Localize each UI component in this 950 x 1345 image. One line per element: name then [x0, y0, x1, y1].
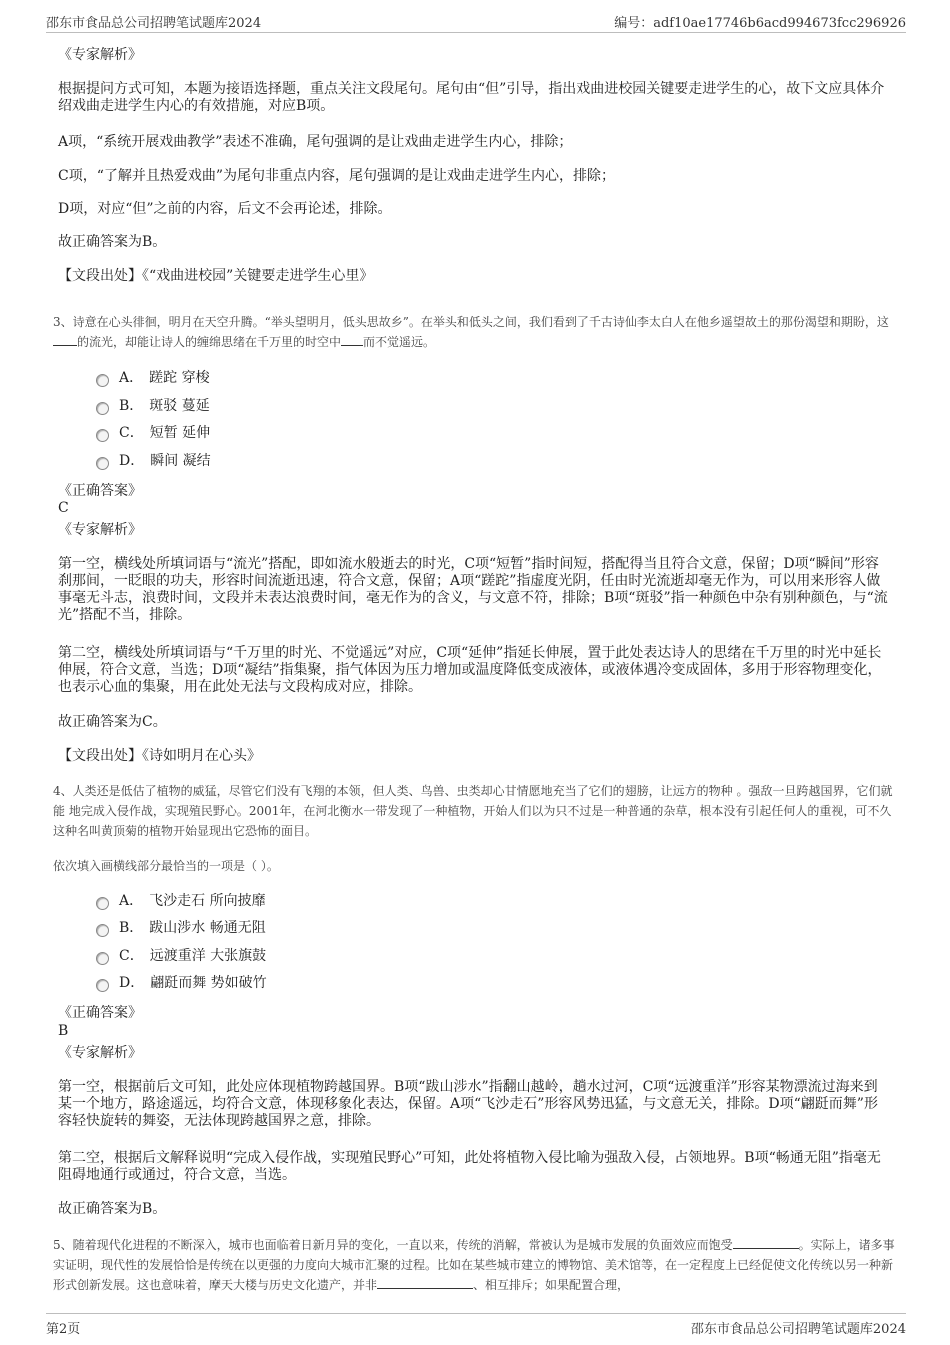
blank	[53, 333, 77, 346]
q2-source: 【文段出处】《“戏曲进校园”关键要走进学生心里》	[58, 268, 374, 284]
q4-expert-label: 《专家解析》	[58, 1045, 142, 1061]
q4-option-a[interactable]: A． 飞沙走石 所向披靡	[96, 893, 266, 910]
radio-button[interactable]	[96, 429, 109, 442]
radio-button[interactable]	[96, 457, 109, 470]
q4-answer-label: 《正确答案》	[58, 1005, 142, 1021]
radio-button[interactable]	[96, 897, 109, 910]
q3-conclusion: 故正确答案为C。	[58, 714, 167, 730]
q3-stem: 3、诗意在心头徘徊，明月在天空升腾。“举头望明月，低头思故乡”。在举头和低头之间，我们看到了千古诗仙李太白人在他乡遥望故土的那份渴望和期盼，这的流光，却能让诗人的缠绵思绪在千万里的时空中 而不觉遥远。	[53, 315, 889, 349]
q3-expert-label: 《专家解析》	[58, 522, 142, 538]
q2-option-d-note: D项，对应“但”之前的内容，后文不会再论述，排除。	[58, 201, 392, 217]
document-id: 编号：adf10ae17746b6acd994673fcc296926	[614, 16, 906, 31]
q4-analysis-2: 第二空，根据后文解释说明“完成入侵作战，实现殖民野心”可知，此处将植物入侵比喻为强敌入侵，占领地界。B项“畅通无阻”指毫无阻碍地通行或通过，符合文意，当选。	[58, 1150, 881, 1183]
q5-stem: 5、随着现代化进程的不断深入，城市也面临着日新月异的变化，一直以来，传统的消解，常被认为是城市发展的负面效应而饱受 。实际上，诸多事实证明，现代性的发展恰恰是传统在以更强的力度向大城市汇聚的过程。比如在某些城市建立的博物馆、美术馆等，在一定程度上已经促使文化传统以另一种新形式创新发展。这也意味着，摩天大楼与历史文化遗产，并非 、相互排斥；如果配置合理，	[53, 1238, 895, 1292]
footer-title: 邵东市食品总公司招聘笔试题库2024	[690, 1322, 906, 1337]
page-footer	[46, 1313, 906, 1337]
q4-option-d[interactable]: D． 翩跹而舞 势如破竹	[96, 975, 267, 992]
q4-prompt: 依次填入画横线部分最恰当的一项是（ ）。	[53, 859, 279, 873]
q2-option-a-note: A项，“系统开展戏曲教学”表述不准确，尾句强调的是让戏曲走进学生内心，排除；	[58, 134, 573, 150]
q2-expert-label: 《专家解析》	[58, 47, 142, 63]
q4-stem: 4、人类还是低估了植物的威猛，尽管它们没有飞翔的本领，但人类、鸟兽、虫类却心甘情愿地充当了它们的翅膀，让远方的物种 。强敌一旦跨越国界，它们就能 地完成入侵作战，实现殖民野心。2001年，在河北衡水一带发现了一种植物，开始人们以为只不过是一种普通的杂草，根本没有引起任何人的重视，可不久这种名叫黄顶菊的植物开始显现出它恐怖的面目。	[53, 784, 893, 838]
radio-button[interactable]	[96, 374, 109, 387]
radio-button[interactable]	[96, 979, 109, 992]
header-title: 邵东市食品总公司招聘笔试题库2024	[46, 16, 262, 31]
q2-conclusion: 故正确答案为B。	[58, 234, 167, 250]
q3-answer-label: 《正确答案》	[58, 483, 142, 499]
radio-button[interactable]	[96, 924, 109, 937]
q3-option-b[interactable]: B． 斑驳 蔓延	[96, 398, 210, 415]
q2-analysis: 根据提问方式可知，本题为接语选择题，重点关注文段尾句。尾句由“但”引导，指出戏曲进校园关键要走进学生的心，故下文应具体介绍戏曲走进学生内心的有效措施，对应B项。	[58, 81, 885, 114]
q4-option-b[interactable]: B． 跋山涉水 畅通无阻	[96, 920, 266, 937]
blank	[733, 1236, 799, 1249]
q3-option-a[interactable]: A． 蹉跎 穿梭	[96, 370, 210, 387]
q3-option-d[interactable]: D． 瞬间 凝结	[96, 453, 211, 470]
q3-source: 【文段出处】《诗如明月在心头》	[58, 748, 261, 764]
q4-option-c[interactable]: C． 远渡重洋 大张旗鼓	[96, 948, 266, 965]
blank	[341, 333, 363, 346]
blank	[377, 1276, 473, 1289]
q4-answer: B	[58, 1023, 69, 1039]
q4-analysis-1: 第一空，根据前后文可知，此处应体现植物跨越国界。B项“跋山涉水”指翻山越岭，趟水过河，C项“远渡重洋”形容某物漂流过海来到某一个地方，路途遥远，均符合文意，体现移象化表达，保留。A项“飞沙走石”形容风势迅猛，与文意无关，排除。D项“翩跹而舞”形容轻快旋转的舞姿，无法体现跨越国界之意，排除。	[58, 1079, 878, 1129]
q3-analysis-2: 第二空，横线处所填词语与“千万里的时光、不觉遥远”对应，C项“延伸”指延长伸展，置于此处表达诗人的思绪在千万里的时光中延长伸展，符合文意，当选；D项“凝结”指集聚，指气体因为压力增加或温度降低变成液体，或液体遇冷变成固体，多用于形容物理变化，也表示心血的集聚，用在此处无法与文段构成对应，排除。	[58, 645, 882, 695]
q3-analysis-1: 第一空，横线处所填词语与“流光”搭配，即如流水般逝去的时光，C项“短暂”指时间短，搭配得当且符合文意，保留；D项“瞬间”形容刹那间，一眨眼的功夫，形容时间流逝迅速，符合文意，保留；A项“蹉跎”指虚度光阴，任由时光流逝却毫无作为，可以用来形容人做事毫无斗志，浪费时间，文段并未表达浪费时间，毫无作为的含义，与文意不符，排除；B项“斑驳”指一种颜色中杂有别种颜色，与“流光”搭配不当，排除。	[58, 556, 888, 623]
page-number: 第2页	[46, 1322, 81, 1337]
q4-conclusion: 故正确答案为B。	[58, 1201, 167, 1217]
q3-answer: C	[58, 500, 69, 516]
radio-button[interactable]	[96, 952, 109, 965]
q2-option-c-note: C项，“了解并且热爱戏曲”为尾句非重点内容，尾句强调的是让戏曲走进学生内心，排除；	[58, 168, 616, 184]
page-header	[46, 12, 906, 33]
q3-option-c[interactable]: C． 短暂 延伸	[96, 425, 210, 442]
radio-button[interactable]	[96, 402, 109, 415]
